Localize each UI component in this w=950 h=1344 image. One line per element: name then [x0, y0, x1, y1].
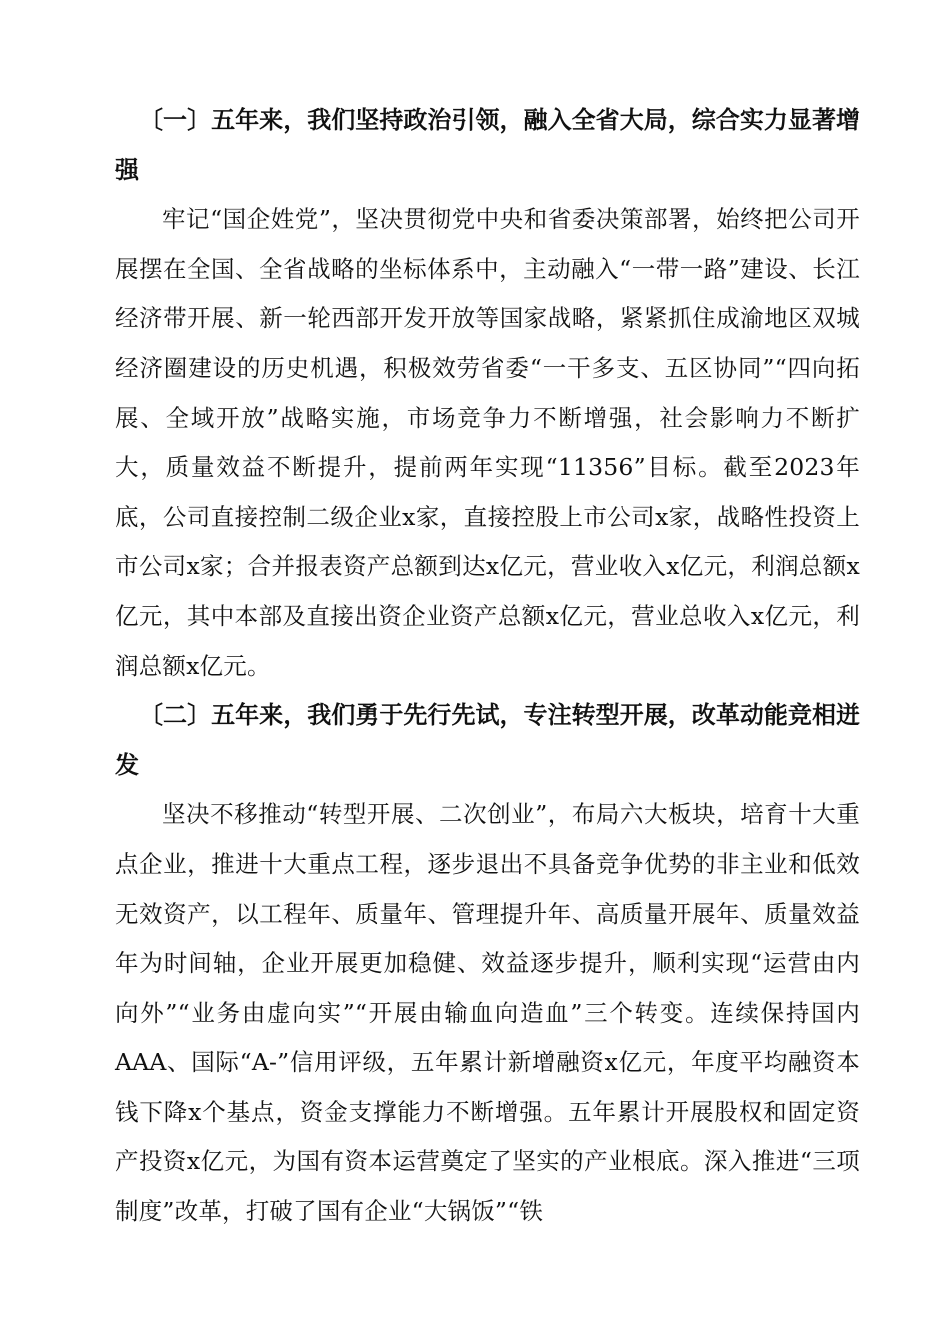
section-heading-2: 〔二〕五年来，我们勇于先行先试，专注转型开展，改革动能竞相迸发: [115, 701, 860, 779]
document-body: [115, 96, 860, 1237]
section-paragraph-1: 牢记“国企姓党”，坚决贯彻党中央和省委决策部署，始终把公司开展摆在全国、全省战略的坐标体系中，主动融入“一带一路”建设、长江经济带开展、新一轮西部开发开放等国家战略，紧紧抓住成渝地区双城经济圈建设的历史机遇，积极效劳省委“一干多支、五区协同”“四向拓展、全域开放”战略实施，市场竞争力不断增强，社会影响力不断扩大，质量效益不断提升，提前两年实现“11356”目标。截至2023年底，公司直接控制二级企业x家，直接控股上市公司x家，战略性投资上市公司x家；合并报表资产总额到达x亿元，营业收入x亿元，利润总额x亿元，其中本部及直接出资企业资产总额x亿元，营业总收入x亿元，利润总额x亿元。: [115, 205, 860, 680]
section-heading-1: 〔一〕五年来，我们坚持政治引领，融入全省大局，综合实力显著增强: [115, 106, 860, 184]
section-paragraph-2: 坚决不移推动“转型开展、二次创业”，布局六大板块，培育十大重点企业，推进十大重点工程，逐步退出不具备竞争优势的非主业和低效无效资产，以工程年、质量年、管理提升年、高质量开展年、质量效益年为时间轴，企业开展更加稳健、效益逐步提升，顺利实现“运营由内向外”“业务由虚向实”“开展由输血向造血”三个转变。连续保持国内AAA、国际“A-”信用评级，五年累计新增融资x亿元，年度平均融资本钱下降x个基点，资金支撑能力不断增强。五年累计开展股权和固定资产投资x亿元，为国有资本运营奠定了坚实的产业根底。深入推进“三项制度”改革，打破了国有企业“大锅饭”“铁: [115, 800, 860, 1226]
